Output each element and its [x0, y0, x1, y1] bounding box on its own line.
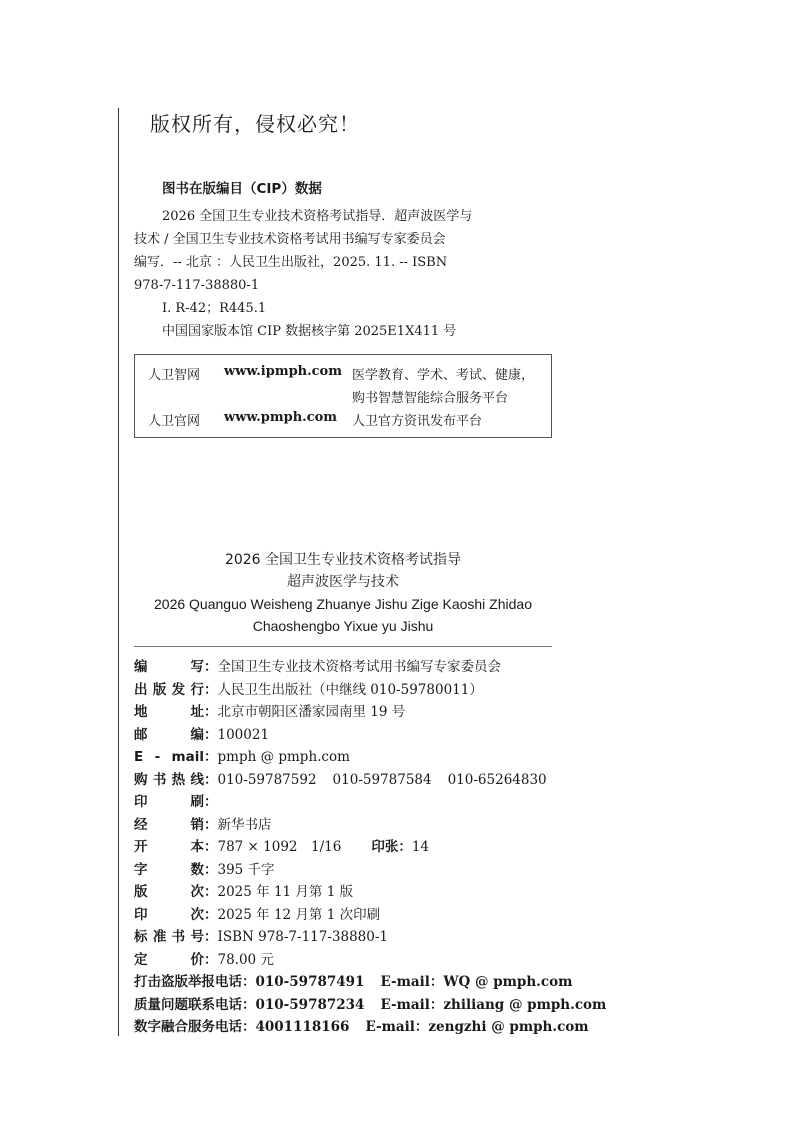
divider: [134, 646, 552, 647]
info-value[interactable]: E-mail：WQ @ pmph.com: [380, 974, 573, 990]
cip-line: Ⅰ. R-42；R445.1: [162, 301, 267, 316]
info-value: ISBN 978-7-117-38880-1: [217, 929, 389, 945]
info-row-publisher: 出版发行：人民卫生出版社（中继线 010-59780011）: [134, 679, 574, 702]
cip-line: 编写．-- 北京 ：人民卫生出版社，2025. 11. -- ISBN: [134, 255, 448, 270]
cip-heading: 图书在版编目（CIP）数据: [162, 181, 322, 197]
info-label: 版次: [134, 884, 204, 900]
info-label: 打击盗版举报电话: [134, 974, 242, 990]
info-label: 印次: [134, 906, 204, 923]
info-label: 经销: [134, 816, 204, 833]
cip-line: 技术 / 全国卫生专业技术资格考试用书编写专家委员会: [134, 232, 446, 247]
website-desc: 人卫官方资讯发布平台: [352, 414, 483, 429]
info-value: 010-59787234: [255, 996, 365, 1013]
vertical-rule: [118, 108, 119, 1036]
book-title-block: [134, 549, 552, 637]
info-value: 14: [411, 839, 430, 855]
website-desc: 购书智慧智能综合服务平台: [352, 391, 509, 406]
info-label: 印张: [371, 839, 399, 855]
info-row-isbn: 标准书号：ISBN 978-7-117-38880-1: [134, 926, 574, 949]
info-row-words: 字数：395 千字: [134, 859, 574, 882]
website-url[interactable]: www.ipmph.com: [224, 364, 342, 379]
info-label: 出版发行: [134, 681, 204, 698]
info-row-email: E - mail：pmph @ pmph.com: [134, 746, 574, 769]
info-value: 全国卫生专业技术资格考试用书编写专家委员会: [217, 659, 501, 675]
info-row-postcode: 邮编：100021: [134, 724, 574, 747]
info-value: 人民卫生出版社（中继线 010-59780011）: [217, 681, 483, 698]
website-url[interactable]: www.pmph.com: [224, 410, 338, 425]
info-row-print: 印刷：: [134, 791, 574, 814]
info-row-edition: 版次：2025 年 11 月第 1 版: [134, 881, 574, 904]
book-title-cn: 2026 全国卫生专业技术资格考试指导: [224, 552, 462, 568]
info-row-quality: 质量问题联系电话：010-59787234 E-mail：zhiliang @ pmph.com: [134, 994, 574, 1017]
website-name: 人卫官网: [148, 414, 201, 429]
info-label: 数字融合服务电话: [134, 1019, 242, 1035]
info-label: 定价: [134, 951, 204, 968]
cip-line: 中国国家版本馆 CIP 数据核字第 2025E1X411 号: [162, 324, 457, 339]
publication-info: [134, 656, 607, 1039]
info-label: 邮编: [134, 726, 204, 743]
info-label: 开本: [134, 839, 204, 855]
info-value: 010-59787584: [332, 771, 432, 788]
cip-data: [134, 205, 544, 343]
info-row-format: 开本：787 × 1092 1/16 印张：14: [134, 836, 574, 859]
info-label: 编写: [134, 659, 204, 675]
website-desc: 医学教育、学术、考试、健康，: [352, 368, 535, 383]
info-value[interactable]: pmph @ pmph.com: [217, 749, 350, 765]
cip-line: 2026 全国卫生专业技术资格考试指导．超声波医学与: [162, 209, 473, 224]
book-subtitle-cn: 超声波医学与技术: [287, 574, 399, 590]
info-value: 78.00 元: [217, 951, 274, 968]
info-value: 010-59787491: [255, 974, 365, 990]
info-label: 标准书号: [134, 929, 204, 945]
info-label: E - mail: [134, 749, 204, 765]
info-value: 100021: [217, 726, 270, 743]
info-row-distributor: 经销：新华书店: [134, 814, 574, 837]
cip-line: 978-7-117-38880-1: [134, 278, 260, 293]
book-subtitle-pinyin: Chaoshengbo Yixue yu Jishu: [252, 618, 434, 634]
info-value: 2025 年 11 月第 1 版: [217, 884, 354, 900]
info-row-editor: 编写：全国卫生专业技术资格考试用书编写专家委员会: [134, 656, 574, 679]
info-row-digital: 数字融合服务电话：4001118166 E-mail：zengzhi @ pmph.com: [134, 1016, 574, 1039]
copyright-notice: 版权所有，侵权必究！: [150, 112, 360, 136]
info-value: 787 × 1092 1/16: [217, 839, 342, 855]
info-label: 印刷: [134, 794, 204, 810]
info-row-address: 地址：北京市朝阳区潘家园南里 19 号: [134, 701, 574, 724]
info-row-hotline: 购书热线：010-59787592 010-59787584 010-65264830: [134, 769, 574, 792]
info-value: 4001118166: [255, 1019, 350, 1035]
info-row-price: 定价：78.00 元: [134, 949, 574, 972]
info-label: 购书热线: [134, 771, 204, 788]
info-row-piracy: 打击盗版举报电话：010-59787491 E-mail：WQ @ pmph.com: [134, 971, 574, 994]
info-label: 质量问题联系电话: [134, 996, 242, 1013]
info-value: 2025 年 12 月第 1 次印刷: [217, 906, 381, 923]
info-value[interactable]: E-mail：zengzhi @ pmph.com: [365, 1019, 589, 1035]
website-box: [134, 354, 552, 438]
info-value: 395 千字: [217, 861, 275, 878]
info-label: 字数: [134, 861, 204, 878]
info-value: 010-59787592: [217, 771, 317, 788]
book-title-pinyin: 2026 Quanguo Weisheng Zhuanye Jishu Zige Kaoshi Zhidao: [154, 596, 532, 612]
info-label: 地址: [134, 704, 204, 720]
info-row-printing: 印次：2025 年 12 月第 1 次印刷: [134, 904, 574, 927]
info-value: 新华书店: [217, 816, 272, 833]
info-value: 北京市朝阳区潘家园南里 19 号: [217, 704, 406, 720]
website-name: 人卫智网: [148, 368, 201, 383]
info-value[interactable]: E-mail：zhiliang @ pmph.com: [380, 996, 607, 1013]
info-value: 010-65264830: [447, 771, 547, 788]
